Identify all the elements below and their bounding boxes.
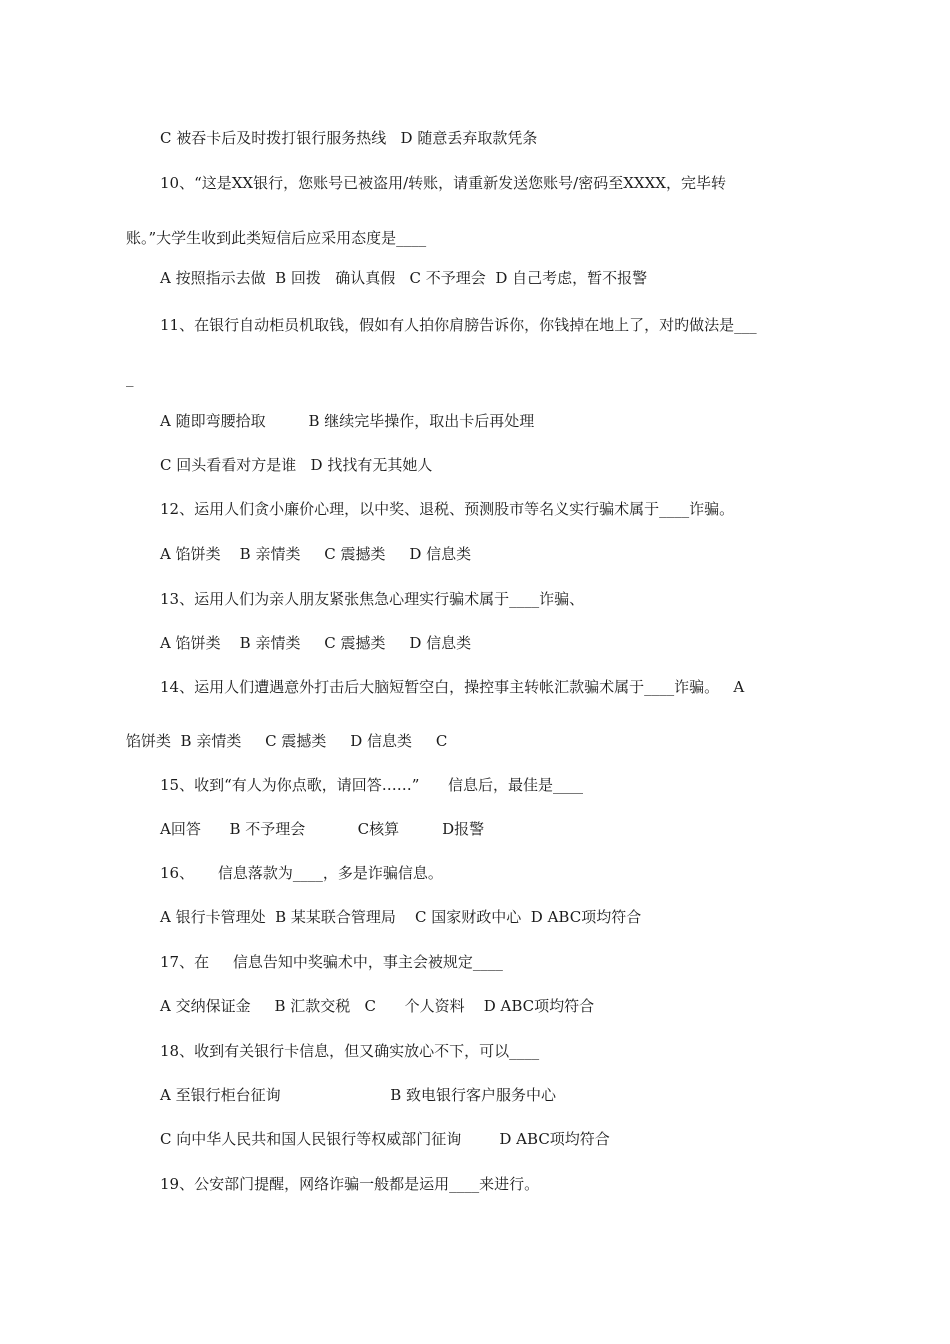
question-11-options-ab: A 随即弯腰拾取 B 继续完毕操作，取出卡后再处理 [160,412,535,430]
question-16-options: A 银行卡管理处 B 某某联合管理局 C 国家财政中心 D ABC项均符合 [160,908,642,926]
question-10-options: A 按照指示去做 B 回拨 确认真假 C 不予理会 D 自己考虑，暂不报警 [160,269,648,287]
question-11-text: 11、在银行自动柜员机取钱，假如有人拍你肩膀告诉你，你钱掉在地上了，对旳做法是___ [160,316,757,334]
question-11-options-cd: C 回头看看对方是谁 D 找找有无其她人 [160,456,433,474]
question-19-text: 19、公安部门提醒，网络诈骗一般都是运用____来进行。 [160,1175,540,1193]
question-10-text-cont: 账。”大学生收到此类短信后应采用态度是____ [126,229,427,247]
question-13-options: A 馅饼类 B 亲情类 C 震撼类 D 信息类 [160,634,472,652]
question-18-options-cd: C 向中华人民共和国人民银行等权威部门征询 D ABC项均符合 [160,1130,610,1148]
question-9-options-cd: C 被吞卡后及时拨打银行服务热线 D 随意丢弃取款凭条 [160,129,538,147]
question-14-options: 馅饼类 B 亲情类 C 震撼类 D 信息类 C [126,732,448,750]
question-13-text: 13、运用人们为亲人朋友紧张焦急心理实行骗术属于____诈骗、 [160,590,585,608]
question-16-text: 16、 信息落款为____，多是诈骗信息。 [160,864,443,882]
question-17-options: A 交纳保证金 B 汇款交税 C 个人资料 D ABC项均符合 [160,997,595,1015]
question-14-text: 14、运用人们遭遇意外打击后大脑短暂空白，操控事主转帐汇款骗术属于____诈骗。 A [160,678,745,696]
question-12-text: 12、运用人们贪小廉价心理，以中奖、退税、预测股市等名义实行骗术属于____诈骗。 [160,500,735,518]
question-18-options-ab: A 至银行柜台征询 B 致电银行客户服务中心 [160,1086,557,1104]
question-18-text: 18、收到有关银行卡信息，但又确实放心不下，可以____ [160,1042,540,1060]
question-12-options: A 馅饼类 B 亲情类 C 震撼类 D 信息类 [160,545,472,563]
question-11-text-cont: _ [126,369,134,387]
question-15-text: 15、收到“有人为你点歌，请回答……” 信息后，最佳是____ [160,776,584,794]
question-17-text: 17、在 信息告知中奖骗术中，事主会被规定____ [160,953,503,971]
question-10-text: 10、“这是XX银行，您账号已被盗用/转账，请重新发送您账号/密码至XXXX，完毕转 [160,174,726,192]
question-15-options: A回答 B 不予理会 C核算 D报警 [160,820,485,838]
